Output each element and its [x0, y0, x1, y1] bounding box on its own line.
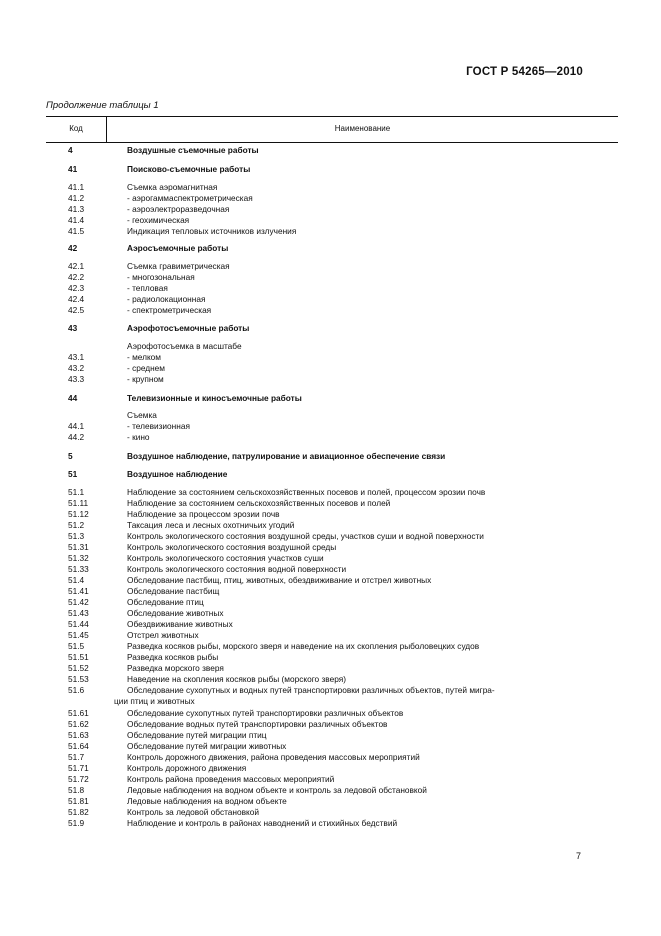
table-row — [0, 341, 661, 352]
row-code: 41 — [68, 164, 78, 174]
table-top-rule — [46, 116, 618, 117]
table-row — [0, 542, 661, 553]
column-header-name: Наименование — [334, 124, 391, 133]
table-row — [0, 641, 661, 652]
row-name: Воздушное наблюдение, патрулирование и авиационное обеспечение связи — [127, 451, 446, 461]
table-row — [0, 226, 661, 237]
table-row — [0, 305, 661, 316]
row-name: Наблюдение за состоянием сельскохозяйственных посевов и полей — [127, 498, 391, 508]
row-code: 51.33 — [68, 564, 89, 574]
table-header-rule — [46, 142, 618, 143]
table-row — [0, 272, 661, 283]
row-code: 51.63 — [68, 730, 89, 740]
row-name: Обследование птиц — [127, 597, 204, 607]
table-row — [0, 432, 661, 443]
row-name: - аэроэлектроразведочная — [127, 204, 230, 214]
row-code: 42.5 — [68, 305, 85, 315]
row-code: 42.4 — [68, 294, 85, 304]
row-code: 41.2 — [68, 193, 85, 203]
row-code: 51.7 — [68, 752, 85, 762]
row-code: 51.41 — [68, 586, 89, 596]
row-name: - спектрометрическая — [127, 305, 212, 315]
row-code: 4 — [68, 145, 73, 155]
table-row — [0, 630, 661, 641]
row-code: 51.51 — [68, 652, 89, 662]
row-code: 51.62 — [68, 719, 89, 729]
table-row — [0, 785, 661, 796]
row-code: 51.44 — [68, 619, 89, 629]
table-row — [0, 451, 661, 462]
table-row — [0, 374, 661, 385]
row-code: 41.1 — [68, 182, 85, 192]
row-name: Контроль дорожного движения, района проведения массовых мероприятий — [127, 752, 420, 762]
row-name: Съемка гравиметрическая — [127, 261, 230, 271]
row-code: 51.81 — [68, 796, 89, 806]
table-row — [0, 352, 661, 363]
row-name: Обследование пастбищ — [127, 586, 220, 596]
document-standard-number: ГОСТ Р 54265—2010 — [466, 66, 583, 78]
table-row — [0, 283, 661, 294]
row-name: Контроль экологического состояния воздушной среды — [127, 542, 337, 552]
table-row — [0, 564, 661, 575]
table-row — [0, 243, 661, 254]
row-name: Разведка морского зверя — [127, 663, 224, 673]
table-row — [0, 663, 661, 674]
row-code: 43 — [68, 323, 78, 333]
row-name: Контроль экологического состояния участков суши — [127, 553, 324, 563]
row-name: - многозональная — [127, 272, 195, 282]
table-row — [0, 410, 661, 421]
row-code: 51.82 — [68, 807, 89, 817]
row-code: 51.8 — [68, 785, 85, 795]
table-row — [0, 498, 661, 509]
row-code: 51.43 — [68, 608, 89, 618]
row-code: 44.1 — [68, 421, 85, 431]
row-name: Воздушное наблюдение — [127, 469, 228, 479]
table-row — [0, 487, 661, 498]
row-code: 51.72 — [68, 774, 89, 784]
row-code: 41.3 — [68, 204, 85, 214]
row-code: 51 — [68, 469, 78, 479]
table-row — [0, 531, 661, 542]
row-name: ции птиц и животных — [114, 696, 195, 706]
row-code: 43.1 — [68, 352, 85, 362]
row-code: 51.61 — [68, 708, 89, 718]
row-code: 51.45 — [68, 630, 89, 640]
table-row — [0, 763, 661, 774]
row-code: 51.12 — [68, 509, 89, 519]
table-row — [0, 261, 661, 272]
table-row — [0, 685, 661, 696]
table-row — [0, 597, 661, 608]
table-row — [0, 509, 661, 520]
row-code: 41.5 — [68, 226, 85, 236]
row-name: Разведка косяков рыбы — [127, 652, 219, 662]
row-name: - телевизионная — [127, 421, 190, 431]
row-name: Съемка аэромагнитная — [127, 182, 218, 192]
table-row — [0, 421, 661, 432]
row-code: 42.2 — [68, 272, 85, 282]
table-row — [0, 696, 661, 707]
table-caption: Продолжение таблицы 1 — [46, 100, 159, 111]
row-code: 51.52 — [68, 663, 89, 673]
row-code: 51.5 — [68, 641, 85, 651]
row-name: - кино — [127, 432, 150, 442]
table-row — [0, 730, 661, 741]
row-name: Отстрел животных — [127, 630, 199, 640]
table-row — [0, 520, 661, 531]
table-row — [0, 796, 661, 807]
row-name: Обследование сухопутных и водных путей транспортировки различных объектов, путей мигра- — [127, 685, 495, 695]
table-row — [0, 719, 661, 730]
row-code: 51.2 — [68, 520, 85, 530]
table-row — [0, 145, 661, 156]
row-code: 44.2 — [68, 432, 85, 442]
table-row — [0, 708, 661, 719]
row-name: - тепловая — [127, 283, 168, 293]
row-code: 44 — [68, 393, 78, 403]
column-header-code: Код — [69, 124, 83, 133]
table-row — [0, 193, 661, 204]
row-name: Наблюдение и контроль в районах наводнений и стихийных бедствий — [127, 818, 398, 828]
row-name: Телевизионные и киносъемочные работы — [127, 393, 302, 403]
table-row — [0, 818, 661, 829]
table-row — [0, 553, 661, 564]
row-name: Ледовые наблюдения на водном объекте и контроль за ледовой обстановкой — [127, 785, 427, 795]
row-name: - геохимическая — [127, 215, 190, 225]
row-code: 43.2 — [68, 363, 85, 373]
row-name: Воздушные съемочные работы — [127, 145, 259, 155]
row-name: Наблюдение за состоянием сельскохозяйственных посевов и полей, процессом эрозии почв — [127, 487, 486, 497]
row-code: 51.32 — [68, 553, 89, 563]
table-row — [0, 575, 661, 586]
row-name: Контроль за ледовой обстановкой — [127, 807, 259, 817]
row-name: Контроль района проведения массовых мероприятий — [127, 774, 335, 784]
table-row — [0, 164, 661, 175]
row-name: Контроль дорожного движения — [127, 763, 247, 773]
row-name: Наблюдение за процессом эрозии почв — [127, 509, 280, 519]
table-row — [0, 586, 661, 597]
row-name: Разведка косяков рыбы, морского зверя и наведение на их скопления рыболовецких судов — [127, 641, 480, 651]
table-row — [0, 182, 661, 193]
table-row — [0, 774, 661, 785]
table-row — [0, 215, 661, 226]
table-row — [0, 752, 661, 763]
row-name: - мелком — [127, 352, 161, 362]
table-row — [0, 204, 661, 215]
row-name: Аэрофотосъемка в масштабе — [127, 341, 242, 351]
row-name: Обследование путей миграции птиц — [127, 730, 267, 740]
table-row — [0, 393, 661, 404]
row-name: Съемка — [127, 410, 157, 420]
table-row — [0, 469, 661, 480]
row-name: Наведение на скопления косяков рыбы (морского зверя) — [127, 674, 346, 684]
row-code: 43.3 — [68, 374, 85, 384]
row-code: 51.4 — [68, 575, 85, 585]
row-code: 51.1 — [68, 487, 85, 497]
row-code: 51.31 — [68, 542, 89, 552]
table-row — [0, 652, 661, 663]
row-code: 51.53 — [68, 674, 89, 684]
row-code: 51.42 — [68, 597, 89, 607]
row-name: Обследование пастбищ, птиц, животных, обездвиживание и отстрел животных — [127, 575, 432, 585]
row-name: - среднем — [127, 363, 166, 373]
row-name: Контроль экологического состояния водной поверхности — [127, 564, 347, 574]
row-name: - крупном — [127, 374, 164, 384]
table-row — [0, 294, 661, 305]
table-row — [0, 323, 661, 334]
row-name: Индикация тепловых источников излучения — [127, 226, 297, 236]
row-code: 51.3 — [68, 531, 85, 541]
row-code: 41.4 — [68, 215, 85, 225]
row-name: Обследование сухопутных путей транспортировки различных объектов — [127, 708, 404, 718]
row-name: Таксация леса и лесных охотничьих угодий — [127, 520, 295, 530]
row-code: 51.64 — [68, 741, 89, 751]
row-name: Ледовые наблюдения на водном объекте — [127, 796, 287, 806]
table-row — [0, 807, 661, 818]
row-name: Обездвиживание животных — [127, 619, 233, 629]
row-name: Контроль экологического состояния воздушной среды, участков суши и водной поверхности — [127, 531, 484, 541]
table-row — [0, 363, 661, 374]
row-name: Обследование водных путей транспортировки различных объектов — [127, 719, 388, 729]
row-code: 51.9 — [68, 818, 85, 828]
page-number: 7 — [576, 851, 582, 861]
row-code: 5 — [68, 451, 73, 461]
row-name: - аэрогаммаспектрометрическая — [127, 193, 253, 203]
row-name: Поисково-съемочные работы — [127, 164, 251, 174]
row-code: 42.3 — [68, 283, 85, 293]
row-name: - радиолокационная — [127, 294, 206, 304]
table-row — [0, 674, 661, 685]
row-code: 42.1 — [68, 261, 85, 271]
row-name: Аэрофотосъемочные работы — [127, 323, 250, 333]
row-name: Аэросъемочные работы — [127, 243, 229, 253]
row-name: Обследование животных — [127, 608, 224, 618]
row-code: 42 — [68, 243, 78, 253]
table-row — [0, 608, 661, 619]
row-code: 51.11 — [68, 498, 89, 508]
table-row — [0, 741, 661, 752]
row-code: 51.71 — [68, 763, 89, 773]
row-name: Обследование путей миграции животных — [127, 741, 287, 751]
table-row — [0, 619, 661, 630]
row-code: 51.6 — [68, 685, 85, 695]
